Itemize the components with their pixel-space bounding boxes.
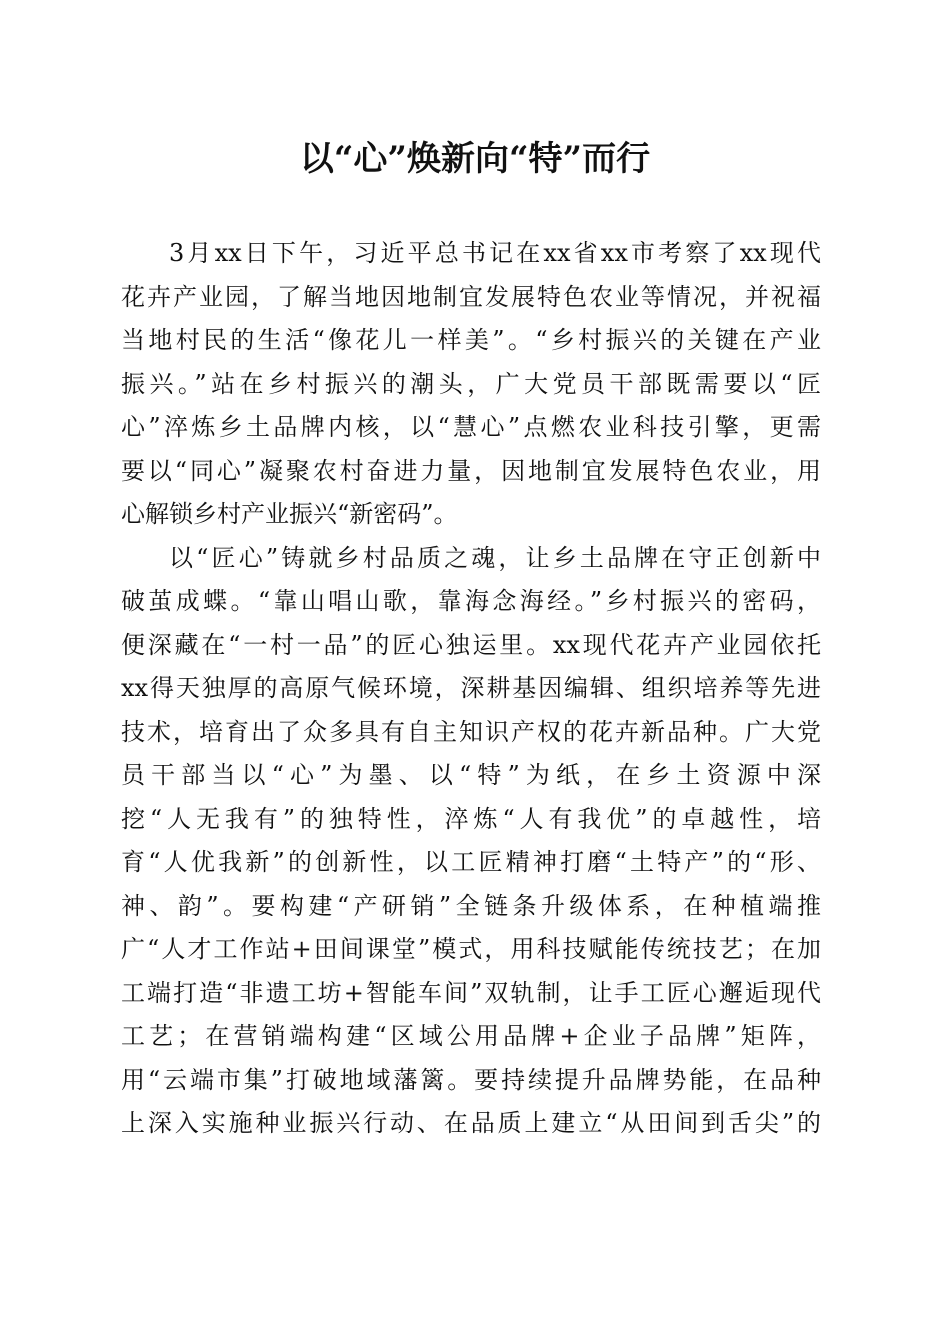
paragraph-line: 花卉产业园，了解当地因地制宜发展特色农业等情况，并祝福 [121, 282, 821, 311]
paragraph-2 [121, 537, 821, 1146]
paragraph-line: 便深藏在“一村一品”的匠心独运里。xx现代花卉产业园依托 [121, 630, 821, 659]
paragraph-line: 心”淬炼乡土品牌内核，以“慧心”点燃农业科技引擎，更需 [121, 413, 821, 441]
paragraph-line: xx得天独厚的高原气候环境，深耕基因编辑、组织培养等先进 [121, 674, 821, 702]
paragraph-line: 挖“人无我有”的独特性，淬炼“人有我优”的卓越性，培 [121, 804, 821, 833]
paragraph-line: 技术，培育出了众多具有自主知识产权的花卉新品种。广大党 [121, 717, 821, 746]
paragraph-1 [121, 232, 821, 537]
paragraph-line: 工端打造“非遗工坊+智能车间”双轨制，让手工匠心邂逅现代 [121, 978, 821, 1007]
paragraph-line: 工艺；在营销端构建“区域公用品牌+企业子品牌”矩阵， [121, 1022, 821, 1050]
paragraph-line: 育“人优我新”的创新性，以工匠精神打磨“土特产”的“形、 [121, 848, 821, 876]
paragraph-line: 用“云端市集”打破地域藩篱。要持续提升品牌势能，在品种 [121, 1065, 821, 1094]
paragraph-line: 破茧成蝶。“靠山唱山歌，靠海念海经。”乡村振兴的密码， [121, 587, 821, 615]
paragraph-line: 当地村民的生活“像花儿一样美”。“乡村振兴的关键在产业 [121, 326, 821, 354]
paragraph-line: 心解锁乡村产业振兴“新密码”。 [121, 500, 458, 528]
document-body [121, 232, 821, 1146]
paragraph-line: 广“人才工作站+田间课堂”模式，用科技赋能传统技艺；在加 [121, 935, 821, 963]
paragraph-line: 神、韵”。要构建“产研销”全链条升级体系，在种植端推 [121, 891, 821, 920]
paragraph-line: 振兴。”站在乡村振兴的潮头，广大党员干部既需要以“匠 [121, 369, 821, 398]
document-title: 以“心”焕新向“特”而行 [299, 139, 651, 179]
paragraph-line: 3月xx日下午，习近平总书记在xx省xx市考察了xx现代 [169, 239, 821, 267]
paragraph-line: 要以“同心”凝聚农村奋进力量，因地制宜发展特色农业，用 [121, 456, 821, 485]
paragraph-line: 以“匠心”铸就乡村品质之魂，让乡土品牌在守正创新中 [169, 543, 821, 572]
paragraph-line: 上深入实施种业振兴行动、在品质上建立“从田间到舌尖”的 [121, 1109, 821, 1137]
paragraph-line: 员干部当以“心”为墨、以“特”为纸，在乡土资源中深 [121, 761, 821, 789]
